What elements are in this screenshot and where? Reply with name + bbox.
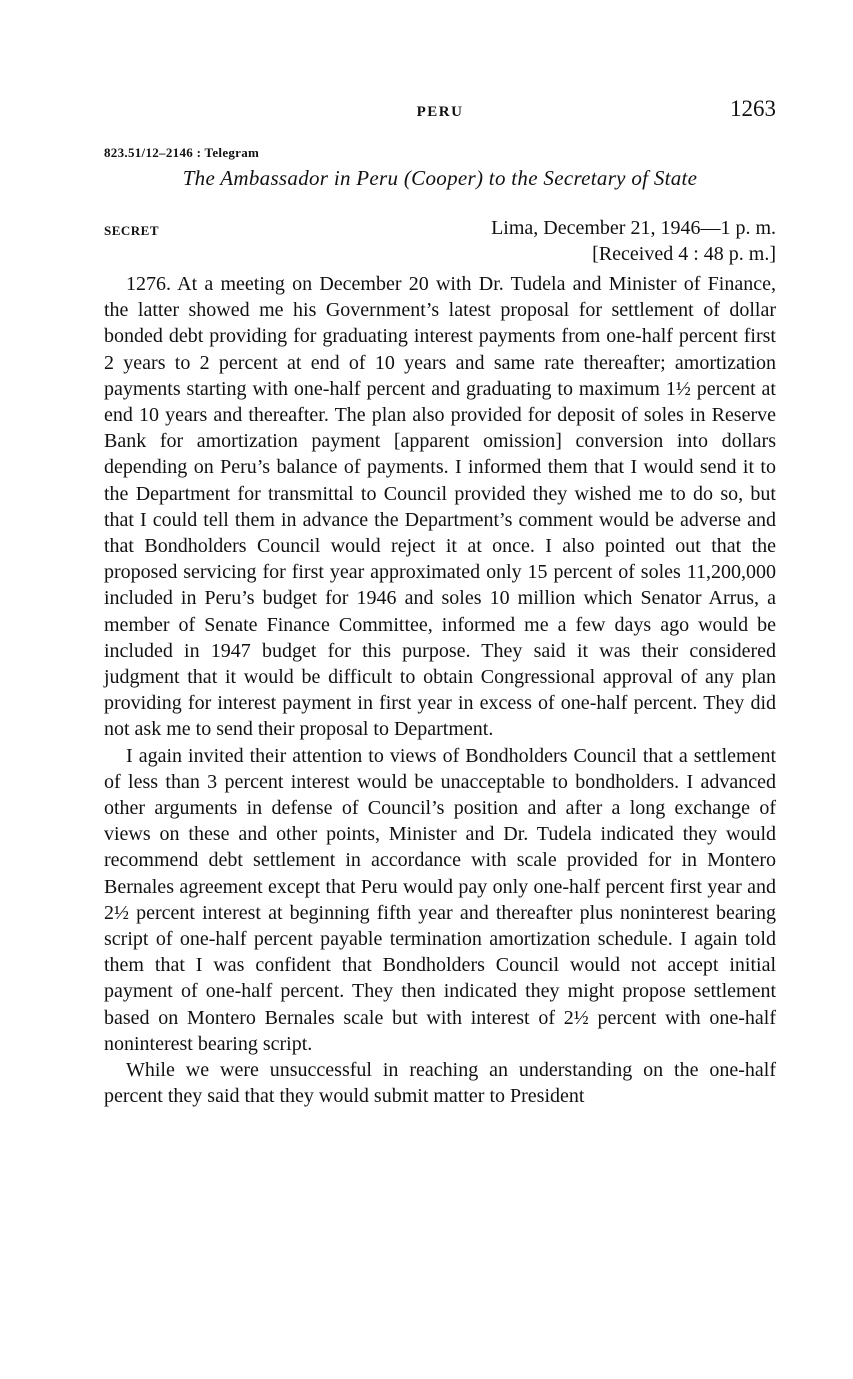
running-head bbox=[104, 96, 776, 126]
paragraph: I again invited their attention to views of Bondholders Council that a settlement of less than 3 percent interest would be unacceptable to bondholders. I advanced other arguments in defense of Council’s position and after a long exchange of views on these and other points, Minister and Dr. Tudela indicated they would recommend debt settlement in accordance with scale provided for in Montero Bernales agreement except that Peru would pay only one-half percent first year and 2½ percent interest at beginning fifth year and thereafter plus noninterest bearing script of one-half percent payable termination amortization schedule. I again told them that I was confident that Bondholders Council would not accept initial payment of one-half percent. They then indicated they might propose settlement based on Montero Bernales scale but with interest of 2½ percent with one-half noninterest bearing script. bbox=[104, 744, 776, 1055]
received-time: [Received 4 : 48 p. m.] bbox=[592, 243, 776, 265]
page-number: 1263 bbox=[730, 96, 776, 121]
place-date: Lima, December 21, 1946—1 p. m. bbox=[491, 217, 776, 239]
paragraph: 1276. At a meeting on December 20 with Dr. Tudela and Minister of Finance, the latter showed me his Government’s latest proposal for settlement of dollar bonded debt providing for graduating interest payments from one-half percent first 2 years to 2 percent at end of 10 years and same rate thereafter; amortization payments starting with one-half percent and graduating to maximum 1½ percent at end 10 years and thereafter. The plan also provided for deposit of soles in Reserve Bank for amortization payment [apparent omission] conversion into dollars depending on Peru’s balance of payments. I informed them that I would send it to the Department for transmittal to Council provided they wished me to do so, but that I could tell them in advance the Department’s comment would be adverse and that Bondholders Council would reject it at once. I also pointed out that the proposed servicing for first year approximated only 15 percent of soles 11,200,000 included in Peru’s budget for 1946 and soles 10 million which Senator Arrus, a member of Senate Finance Committee, informed me a few days ago would be included in 1947 budget for this purpose. They said it was their considered judgment that it would be difficult to obtain Congressional approval of any plan providing for interest payment in first year in excess of one-half percent. They did not ask me to send their proposal to Department. bbox=[104, 273, 776, 741]
dateline bbox=[491, 215, 776, 267]
document-title: The Ambassador in Peru (Cooper) to the Secretary of State bbox=[182, 166, 698, 190]
classification-label: SECRET bbox=[104, 223, 160, 238]
file-reference: 823.51/12–2146 : Telegram bbox=[104, 145, 260, 160]
telegram-body bbox=[104, 271, 776, 1110]
running-head-title: PERU bbox=[416, 104, 464, 120]
paragraph: While we were unsuccessful in reaching an understanding on the one-half percent they said that they would submit matter to President bbox=[104, 1059, 776, 1108]
